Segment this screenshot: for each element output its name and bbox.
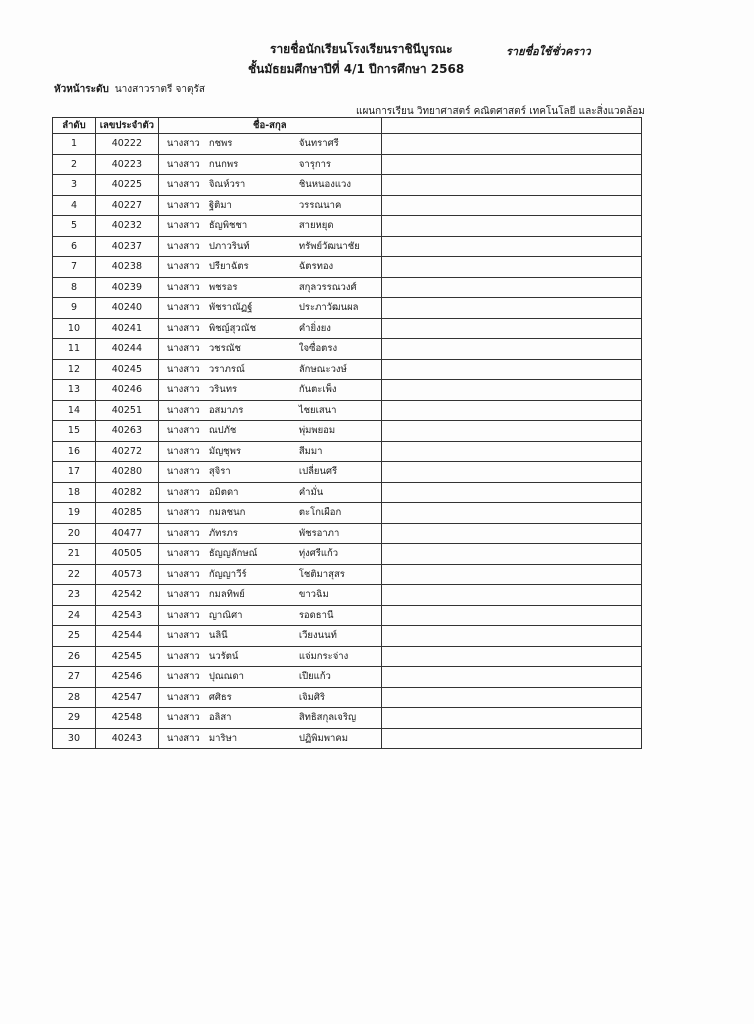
table-row	[53, 605, 642, 626]
student-name	[158, 195, 381, 216]
row-number: 22	[53, 564, 96, 585]
first-name: กมลชนก	[208, 507, 246, 519]
name-prefix: นางสาว	[166, 589, 200, 601]
table-row	[53, 728, 642, 749]
student-name	[158, 667, 381, 688]
column-header-blank	[381, 118, 641, 134]
name-prefix: นางสาว	[166, 281, 200, 293]
last-name: สิทธิสกุลเจริญ	[298, 712, 357, 724]
student-name	[158, 359, 381, 380]
student-name	[158, 277, 381, 298]
table-row	[53, 277, 642, 298]
first-name: อลิสา	[208, 712, 232, 724]
name-prefix: นางสาว	[166, 650, 200, 662]
row-number: 8	[53, 277, 96, 298]
student-name	[158, 400, 381, 421]
row-number: 4	[53, 195, 96, 216]
table-row	[53, 564, 642, 585]
blank-cell	[381, 626, 641, 647]
student-name	[158, 175, 381, 196]
first-name: พชรอร	[208, 281, 238, 293]
name-prefix: นางสาว	[166, 261, 200, 273]
student-id: 42545	[95, 646, 158, 667]
student-id: 42542	[95, 585, 158, 606]
first-name: พัชราณัฏฐ์	[208, 302, 253, 314]
row-number: 9	[53, 298, 96, 319]
last-name: คำมั่น	[298, 486, 324, 498]
blank-cell	[381, 318, 641, 339]
student-name	[158, 708, 381, 729]
last-name: กันตะเพ็ง	[298, 384, 337, 396]
student-id: 40272	[95, 441, 158, 462]
student-id: 40246	[95, 380, 158, 401]
last-name: เปลี่ยนศรี	[298, 466, 338, 478]
last-name: ประภาวัฒนผล	[298, 302, 359, 314]
first-name: ธัญญลักษณ์	[208, 548, 258, 560]
name-prefix: นางสาว	[166, 630, 200, 642]
name-prefix: นางสาว	[166, 507, 200, 519]
name-prefix: นางสาว	[166, 302, 200, 314]
table-row	[53, 298, 642, 319]
blank-cell	[381, 544, 641, 565]
row-number: 13	[53, 380, 96, 401]
row-number: 16	[53, 441, 96, 462]
first-name: กมลทิพย์	[208, 589, 245, 601]
student-name	[158, 421, 381, 442]
blank-cell	[381, 462, 641, 483]
student-name	[158, 626, 381, 647]
first-name: พิชญ์สุวณัช	[208, 322, 257, 334]
name-prefix: นางสาว	[166, 691, 200, 703]
name-prefix: นางสาว	[166, 548, 200, 560]
first-name: ณปภัช	[208, 425, 237, 437]
row-number: 3	[53, 175, 96, 196]
blank-cell	[381, 195, 641, 216]
column-header-full-name: ชื่อ-สกุล	[158, 118, 381, 134]
first-name: กัญญาวีร์	[208, 568, 247, 580]
student-id: 40282	[95, 482, 158, 503]
name-prefix: นางสาว	[166, 425, 200, 437]
blank-cell	[381, 523, 641, 544]
student-id: 40232	[95, 216, 158, 237]
row-number: 24	[53, 605, 96, 626]
name-prefix: นางสาว	[166, 138, 200, 150]
name-prefix: นางสาว	[166, 220, 200, 232]
name-prefix: นางสาว	[166, 322, 200, 334]
student-name	[158, 564, 381, 585]
name-prefix: นางสาว	[166, 527, 200, 539]
first-name: กนกพร	[208, 158, 239, 170]
last-name: ปฏิพิมพาคม	[298, 732, 348, 744]
table-row	[53, 646, 642, 667]
table-row	[53, 523, 642, 544]
student-name	[158, 646, 381, 667]
student-name	[158, 523, 381, 544]
first-name: สุจิรา	[208, 466, 231, 478]
row-number: 14	[53, 400, 96, 421]
student-id: 40280	[95, 462, 158, 483]
first-name: ปุณณดา	[208, 671, 244, 683]
student-name	[158, 462, 381, 483]
first-name: ศศิธร	[208, 691, 232, 703]
row-number: 18	[53, 482, 96, 503]
last-name: ลักษณะวงษ์	[298, 363, 347, 375]
student-id: 40227	[95, 195, 158, 216]
student-name	[158, 687, 381, 708]
row-number: 7	[53, 257, 96, 278]
first-name: วราภรณ์	[208, 363, 245, 375]
name-prefix: นางสาว	[166, 486, 200, 498]
row-number: 1	[53, 134, 96, 155]
last-name: ชินหนองแวง	[298, 179, 351, 191]
student-id: 40223	[95, 154, 158, 175]
blank-cell	[381, 400, 641, 421]
blank-cell	[381, 257, 641, 278]
row-number: 19	[53, 503, 96, 524]
student-name	[158, 339, 381, 360]
blank-cell	[381, 236, 641, 257]
student-table	[52, 117, 642, 749]
row-number: 12	[53, 359, 96, 380]
table-row	[53, 216, 642, 237]
student-name	[158, 380, 381, 401]
table-row	[53, 380, 642, 401]
blank-cell	[381, 441, 641, 462]
name-prefix: นางสาว	[166, 712, 200, 724]
row-number: 10	[53, 318, 96, 339]
student-name	[158, 544, 381, 565]
blank-cell	[381, 564, 641, 585]
row-number: 17	[53, 462, 96, 483]
name-prefix: นางสาว	[166, 240, 200, 252]
blank-cell	[381, 708, 641, 729]
first-name: ธัญพิชชา	[208, 220, 248, 232]
row-number: 30	[53, 728, 96, 749]
student-id: 40573	[95, 564, 158, 585]
row-number: 11	[53, 339, 96, 360]
name-prefix: นางสาว	[166, 445, 200, 457]
table-row	[53, 257, 642, 278]
first-name: ฐิติมา	[208, 199, 232, 211]
table-row	[53, 400, 642, 421]
blank-cell	[381, 421, 641, 442]
student-name	[158, 216, 381, 237]
table-row	[53, 318, 642, 339]
table-row	[53, 482, 642, 503]
name-prefix: นางสาว	[166, 158, 200, 170]
study-plan: แผนการเรียน วิทยาศาสตร์ คณิตศาสตร์ เทคโนโลยี และสิ่งแวดล้อม	[356, 106, 645, 117]
blank-cell	[381, 585, 641, 606]
last-name: จารุการ	[298, 158, 332, 170]
last-name: ตะโกเผือก	[298, 507, 342, 519]
student-id: 40240	[95, 298, 158, 319]
name-prefix: นางสาว	[166, 179, 200, 191]
name-prefix: นางสาว	[166, 199, 200, 211]
last-name: ขาวฉิม	[298, 589, 329, 601]
last-name: พัชรอาภา	[298, 527, 340, 539]
student-name	[158, 236, 381, 257]
last-name: เปียแก้ว	[298, 671, 331, 683]
row-number: 26	[53, 646, 96, 667]
student-name	[158, 134, 381, 155]
student-name	[158, 257, 381, 278]
row-number: 23	[53, 585, 96, 606]
student-id: 40477	[95, 523, 158, 544]
first-name: ปรียาฉัตร	[208, 261, 249, 273]
blank-cell	[381, 667, 641, 688]
table-row	[53, 687, 642, 708]
student-id: 40251	[95, 400, 158, 421]
last-name: ทรัพย์วัฒนาชัย	[298, 240, 360, 252]
name-prefix: นางสาว	[166, 343, 200, 355]
last-name: ฉัตรทอง	[298, 261, 334, 273]
table-row	[53, 708, 642, 729]
student-name	[158, 482, 381, 503]
last-name: แจ่มกระจ่าง	[298, 650, 349, 662]
row-number: 6	[53, 236, 96, 257]
student-id: 40243	[95, 728, 158, 749]
document-title: รายชื่อนักเรียนโรงเรียนราชินีบูรณะ	[270, 42, 453, 56]
student-id: 40222	[95, 134, 158, 155]
student-name	[158, 318, 381, 339]
student-id: 40263	[95, 421, 158, 442]
last-name: ไชยเสนา	[298, 404, 337, 416]
blank-cell	[381, 482, 641, 503]
head-teacher-name: นางสาวราตรี จาตุรัส	[114, 84, 205, 95]
student-id: 42546	[95, 667, 158, 688]
name-prefix: นางสาว	[166, 568, 200, 580]
blank-cell	[381, 134, 641, 155]
student-id: 40244	[95, 339, 158, 360]
student-id: 40505	[95, 544, 158, 565]
row-number: 27	[53, 667, 96, 688]
blank-cell	[381, 298, 641, 319]
first-name: กชพร	[208, 138, 233, 150]
name-prefix: นางสาว	[166, 363, 200, 375]
student-id: 42544	[95, 626, 158, 647]
row-number: 29	[53, 708, 96, 729]
table-row	[53, 421, 642, 442]
first-name: วรินทร	[208, 384, 238, 396]
blank-cell	[381, 380, 641, 401]
student-id: 40238	[95, 257, 158, 278]
student-id: 40239	[95, 277, 158, 298]
first-name: อมิตดา	[208, 486, 239, 498]
name-prefix: นางสาว	[166, 609, 200, 621]
table-body	[53, 134, 642, 749]
name-prefix: นางสาว	[166, 671, 200, 683]
name-prefix: นางสาว	[166, 384, 200, 396]
first-name: นลินี	[208, 630, 228, 642]
first-name: อสมาภร	[208, 404, 244, 416]
table-row	[53, 462, 642, 483]
blank-cell	[381, 154, 641, 175]
last-name: พุ่มพยอม	[298, 425, 336, 437]
name-prefix: นางสาว	[166, 732, 200, 744]
table-header-row	[53, 118, 642, 134]
column-header-number: ลำดับ	[53, 118, 96, 134]
student-name	[158, 728, 381, 749]
blank-cell	[381, 339, 641, 360]
table-row	[53, 134, 642, 155]
student-name	[158, 503, 381, 524]
table-row	[53, 503, 642, 524]
last-name: เวียงนนท์	[298, 630, 337, 642]
student-id: 42548	[95, 708, 158, 729]
blank-cell	[381, 216, 641, 237]
student-id: 40241	[95, 318, 158, 339]
head-teacher-label: หัวหน้าระดับ	[54, 84, 109, 95]
table-row	[53, 236, 642, 257]
blank-cell	[381, 605, 641, 626]
student-id: 42547	[95, 687, 158, 708]
table-row	[53, 667, 642, 688]
first-name: วชรณัช	[208, 343, 241, 355]
last-name: ใจซื่อตรง	[298, 343, 338, 355]
student-id: 40237	[95, 236, 158, 257]
head-teacher-line	[54, 82, 205, 97]
table-row	[53, 195, 642, 216]
blank-cell	[381, 687, 641, 708]
student-id: 40285	[95, 503, 158, 524]
first-name: นวรัตน์	[208, 650, 239, 662]
first-name: มาริษา	[208, 732, 238, 744]
blank-cell	[381, 503, 641, 524]
student-name	[158, 605, 381, 626]
row-number: 2	[53, 154, 96, 175]
row-number: 25	[53, 626, 96, 647]
student-name	[158, 441, 381, 462]
blank-cell	[381, 646, 641, 667]
blank-cell	[381, 277, 641, 298]
last-name: วรรณนาค	[298, 199, 342, 211]
row-number: 21	[53, 544, 96, 565]
row-number: 15	[53, 421, 96, 442]
last-name: เจิมศิริ	[298, 691, 326, 703]
name-prefix: นางสาว	[166, 466, 200, 478]
column-header-student-id: เลขประจำตัว	[95, 118, 158, 134]
student-name	[158, 154, 381, 175]
table-row	[53, 544, 642, 565]
last-name: จันทราศรี	[298, 138, 339, 150]
table-row	[53, 585, 642, 606]
first-name: จิณห์วรา	[208, 179, 246, 191]
student-id: 40225	[95, 175, 158, 196]
blank-cell	[381, 175, 641, 196]
student-id: 40245	[95, 359, 158, 380]
table-row	[53, 175, 642, 196]
table-row	[53, 339, 642, 360]
last-name: สีมมา	[298, 445, 323, 457]
row-number: 5	[53, 216, 96, 237]
student-name	[158, 585, 381, 606]
student-name	[158, 298, 381, 319]
first-name: ปภาวรินท์	[208, 240, 250, 252]
temporary-note: รายชื่อใช้ชั่วคราว	[506, 45, 591, 58]
first-name: มัญชุพร	[208, 445, 241, 457]
first-name: ญาณิศา	[208, 609, 243, 621]
table-row	[53, 154, 642, 175]
last-name: คำยิ่งยง	[298, 322, 331, 334]
last-name: รอดธานี	[298, 609, 334, 621]
last-name: สายหยุด	[298, 220, 334, 232]
table-row	[53, 626, 642, 647]
table-row	[53, 441, 642, 462]
last-name: สกุลวรรณวงศ์	[298, 281, 357, 293]
first-name: ภัทรภร	[208, 527, 238, 539]
student-id: 42543	[95, 605, 158, 626]
name-prefix: นางสาว	[166, 404, 200, 416]
table-row	[53, 359, 642, 380]
row-number: 28	[53, 687, 96, 708]
class-subtitle: ชั้นมัธยมศึกษาปีที่ 4/1 ปีการศึกษา 2568	[248, 62, 465, 76]
blank-cell	[381, 728, 641, 749]
row-number: 20	[53, 523, 96, 544]
blank-cell	[381, 359, 641, 380]
last-name: ทุ่งศรีแก้ว	[298, 548, 339, 560]
last-name: โชติมาสุสร	[298, 568, 345, 580]
